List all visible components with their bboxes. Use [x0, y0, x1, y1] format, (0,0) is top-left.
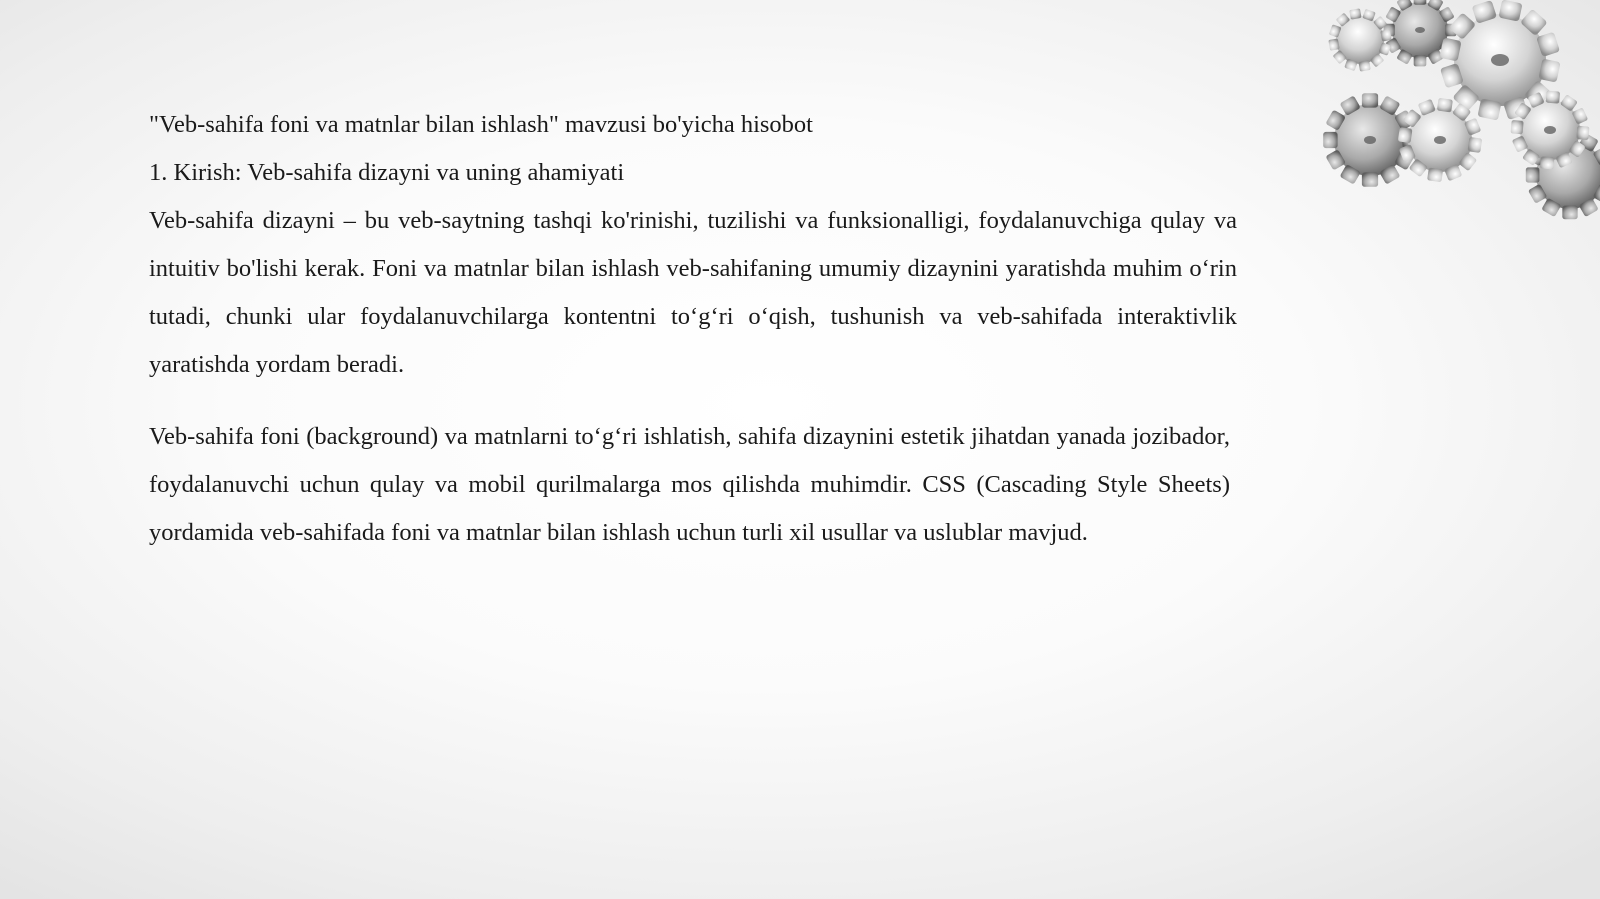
- content-text-block: [149, 101, 1237, 557]
- paragraph-intro: Veb-sahifa dizayni – bu veb-saytning tashqi ko'rinishi, tuzilishi va funksionalligi, foydalanuvchiga qulay va intuitiv bo'lishi kerak. Foni va matnlar bilan ishlash veb-sahifaning umumiy dizaynini yaratishda muhim o‘rin tutadi, chunki ular foydalanuvchilarga kontentni to‘g‘ri o‘qish, tushunish va veb-sahifada interaktivlik yaratishda yordam beradi.: [149, 207, 1237, 378]
- paragraph-css: Veb-sahifa foni (background) va matnlarni to‘g‘ri ishlatish, sahifa dizaynini estetik jihatdan yanada jozibador, foydalanuvchi uchun qulay va mobil qurilmalarga mos qilishda muhimdir. CSS (Cascading Style Sheets) yordamida veb-sahifada foni va matnlar bilan ishlash uchun turli xil usullar va uslublar mavjud.: [149, 423, 1230, 546]
- report-title: "Veb-sahifa foni va matnlar bilan ishlash" mavzusi bo'yicha hisobot: [149, 111, 813, 138]
- gears-image: [1300, 0, 1600, 235]
- section-heading: 1. Kirish: Veb-sahifa dizayni va uning ahamiyati: [149, 159, 625, 186]
